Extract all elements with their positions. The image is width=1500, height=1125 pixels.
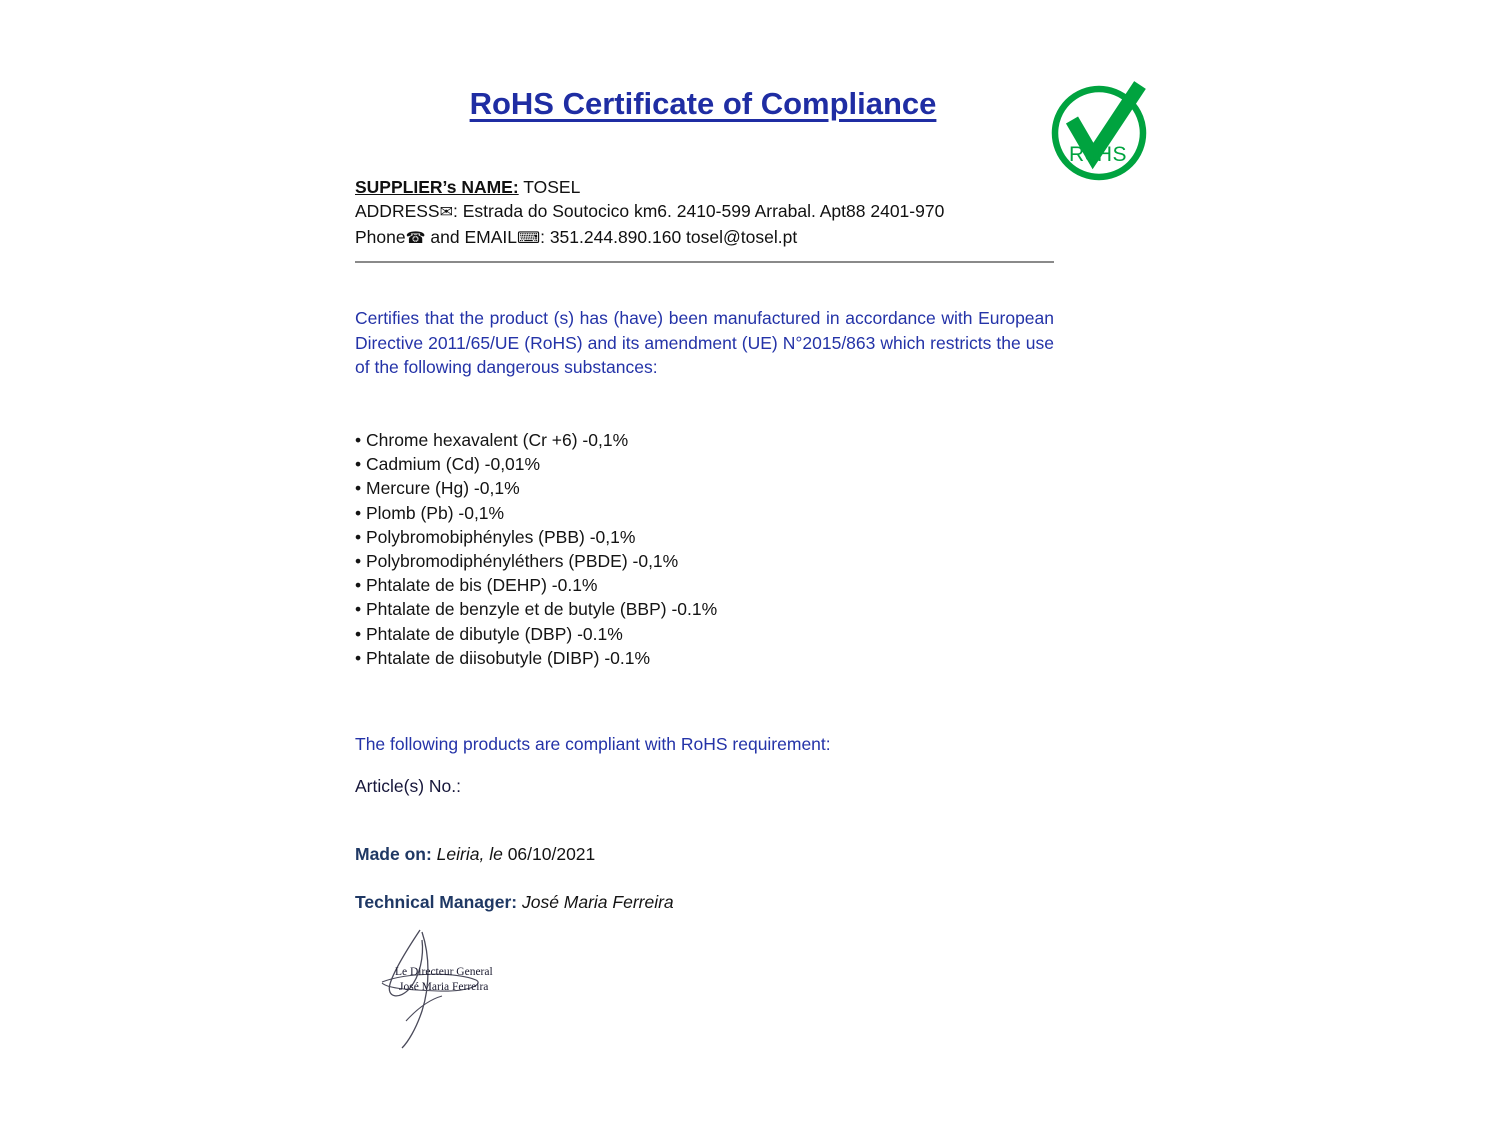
rohs-logo: [1048, 76, 1152, 188]
substance-item: • Polybromodiphényléthers (PBDE) -0,1%: [355, 549, 717, 573]
supplier-name-line: [355, 175, 944, 199]
supplier-name-value: TOSEL: [518, 177, 581, 197]
substance-item: • Phtalate de bis (DEHP) -0.1%: [355, 573, 717, 597]
substance-item: • Phtalate de dibutyle (DBP) -0.1%: [355, 622, 717, 646]
signature-name-text: José Maria Ferreira: [399, 981, 489, 993]
made-on-date: 06/10/2021: [507, 844, 596, 864]
substances-list: [355, 428, 717, 670]
substance-item: • Chrome hexavalent (Cr +6) -0,1%: [355, 428, 717, 452]
phone-label: Phone: [355, 227, 406, 247]
phone-icon: ☎: [405, 230, 426, 247]
articles-label: Article(s) No.:: [355, 776, 461, 796]
envelope-icon: ✉: [439, 204, 454, 221]
supplier-contact-line: [355, 225, 944, 251]
technical-manager-name: José Maria Ferreira: [517, 892, 674, 912]
made-on-place: Leiria, le: [431, 844, 508, 864]
header-divider: [355, 261, 1054, 263]
page-title: RoHS Certificate of Compliance: [469, 86, 937, 121]
substance-item: • Phtalate de benzyle et de butyle (BBP) -0.1%: [355, 597, 717, 621]
certification-paragraph: Certifies that the product (s) has (have) been manufactured in accordance with European Directive 2011/65/UE (RoHS) and its amendment (UE) N°2015/863 which restricts the use of the following dangerous substances:: [355, 308, 1054, 377]
technical-manager-line: [355, 892, 674, 913]
substance-item: • Cadmium (Cd) -0,01%: [355, 452, 717, 476]
rohs-logo-label: RoHS: [1068, 143, 1128, 166]
supplier-address-line: [355, 199, 944, 225]
substance-item: • Polybromobiphényles (PBB) -0,1%: [355, 525, 717, 549]
compliance-statement: The following products are compliant with RoHS requirement:: [355, 734, 831, 754]
rohs-logo-graphic: [1048, 76, 1152, 188]
address-label: ADDRESS: [355, 201, 440, 221]
substance-item: • Mercure (Hg) -0,1%: [355, 476, 717, 500]
technical-manager-label: Technical Manager:: [355, 892, 518, 912]
email-label: and EMAIL: [425, 227, 517, 247]
made-on-label: Made on:: [355, 844, 432, 864]
contact-value: : 351.244.890.160 tosel@tosel.pt: [540, 227, 798, 247]
substance-item: • Phtalate de diisobutyle (DIBP) -0.1%: [355, 646, 717, 670]
address-value: : Estrada do Soutocico km6. 2410-599 Arrabal. Apt88 2401-970: [453, 201, 945, 221]
supplier-name-label: SUPPLIER’s NAME:: [355, 177, 519, 197]
supplier-block: [355, 175, 944, 251]
substance-item: • Plomb (Pb) -0,1%: [355, 501, 717, 525]
made-on-line: [355, 844, 595, 865]
computer-icon: ⌨: [517, 230, 541, 247]
signature-title-text: Le Directeur General: [395, 966, 493, 978]
